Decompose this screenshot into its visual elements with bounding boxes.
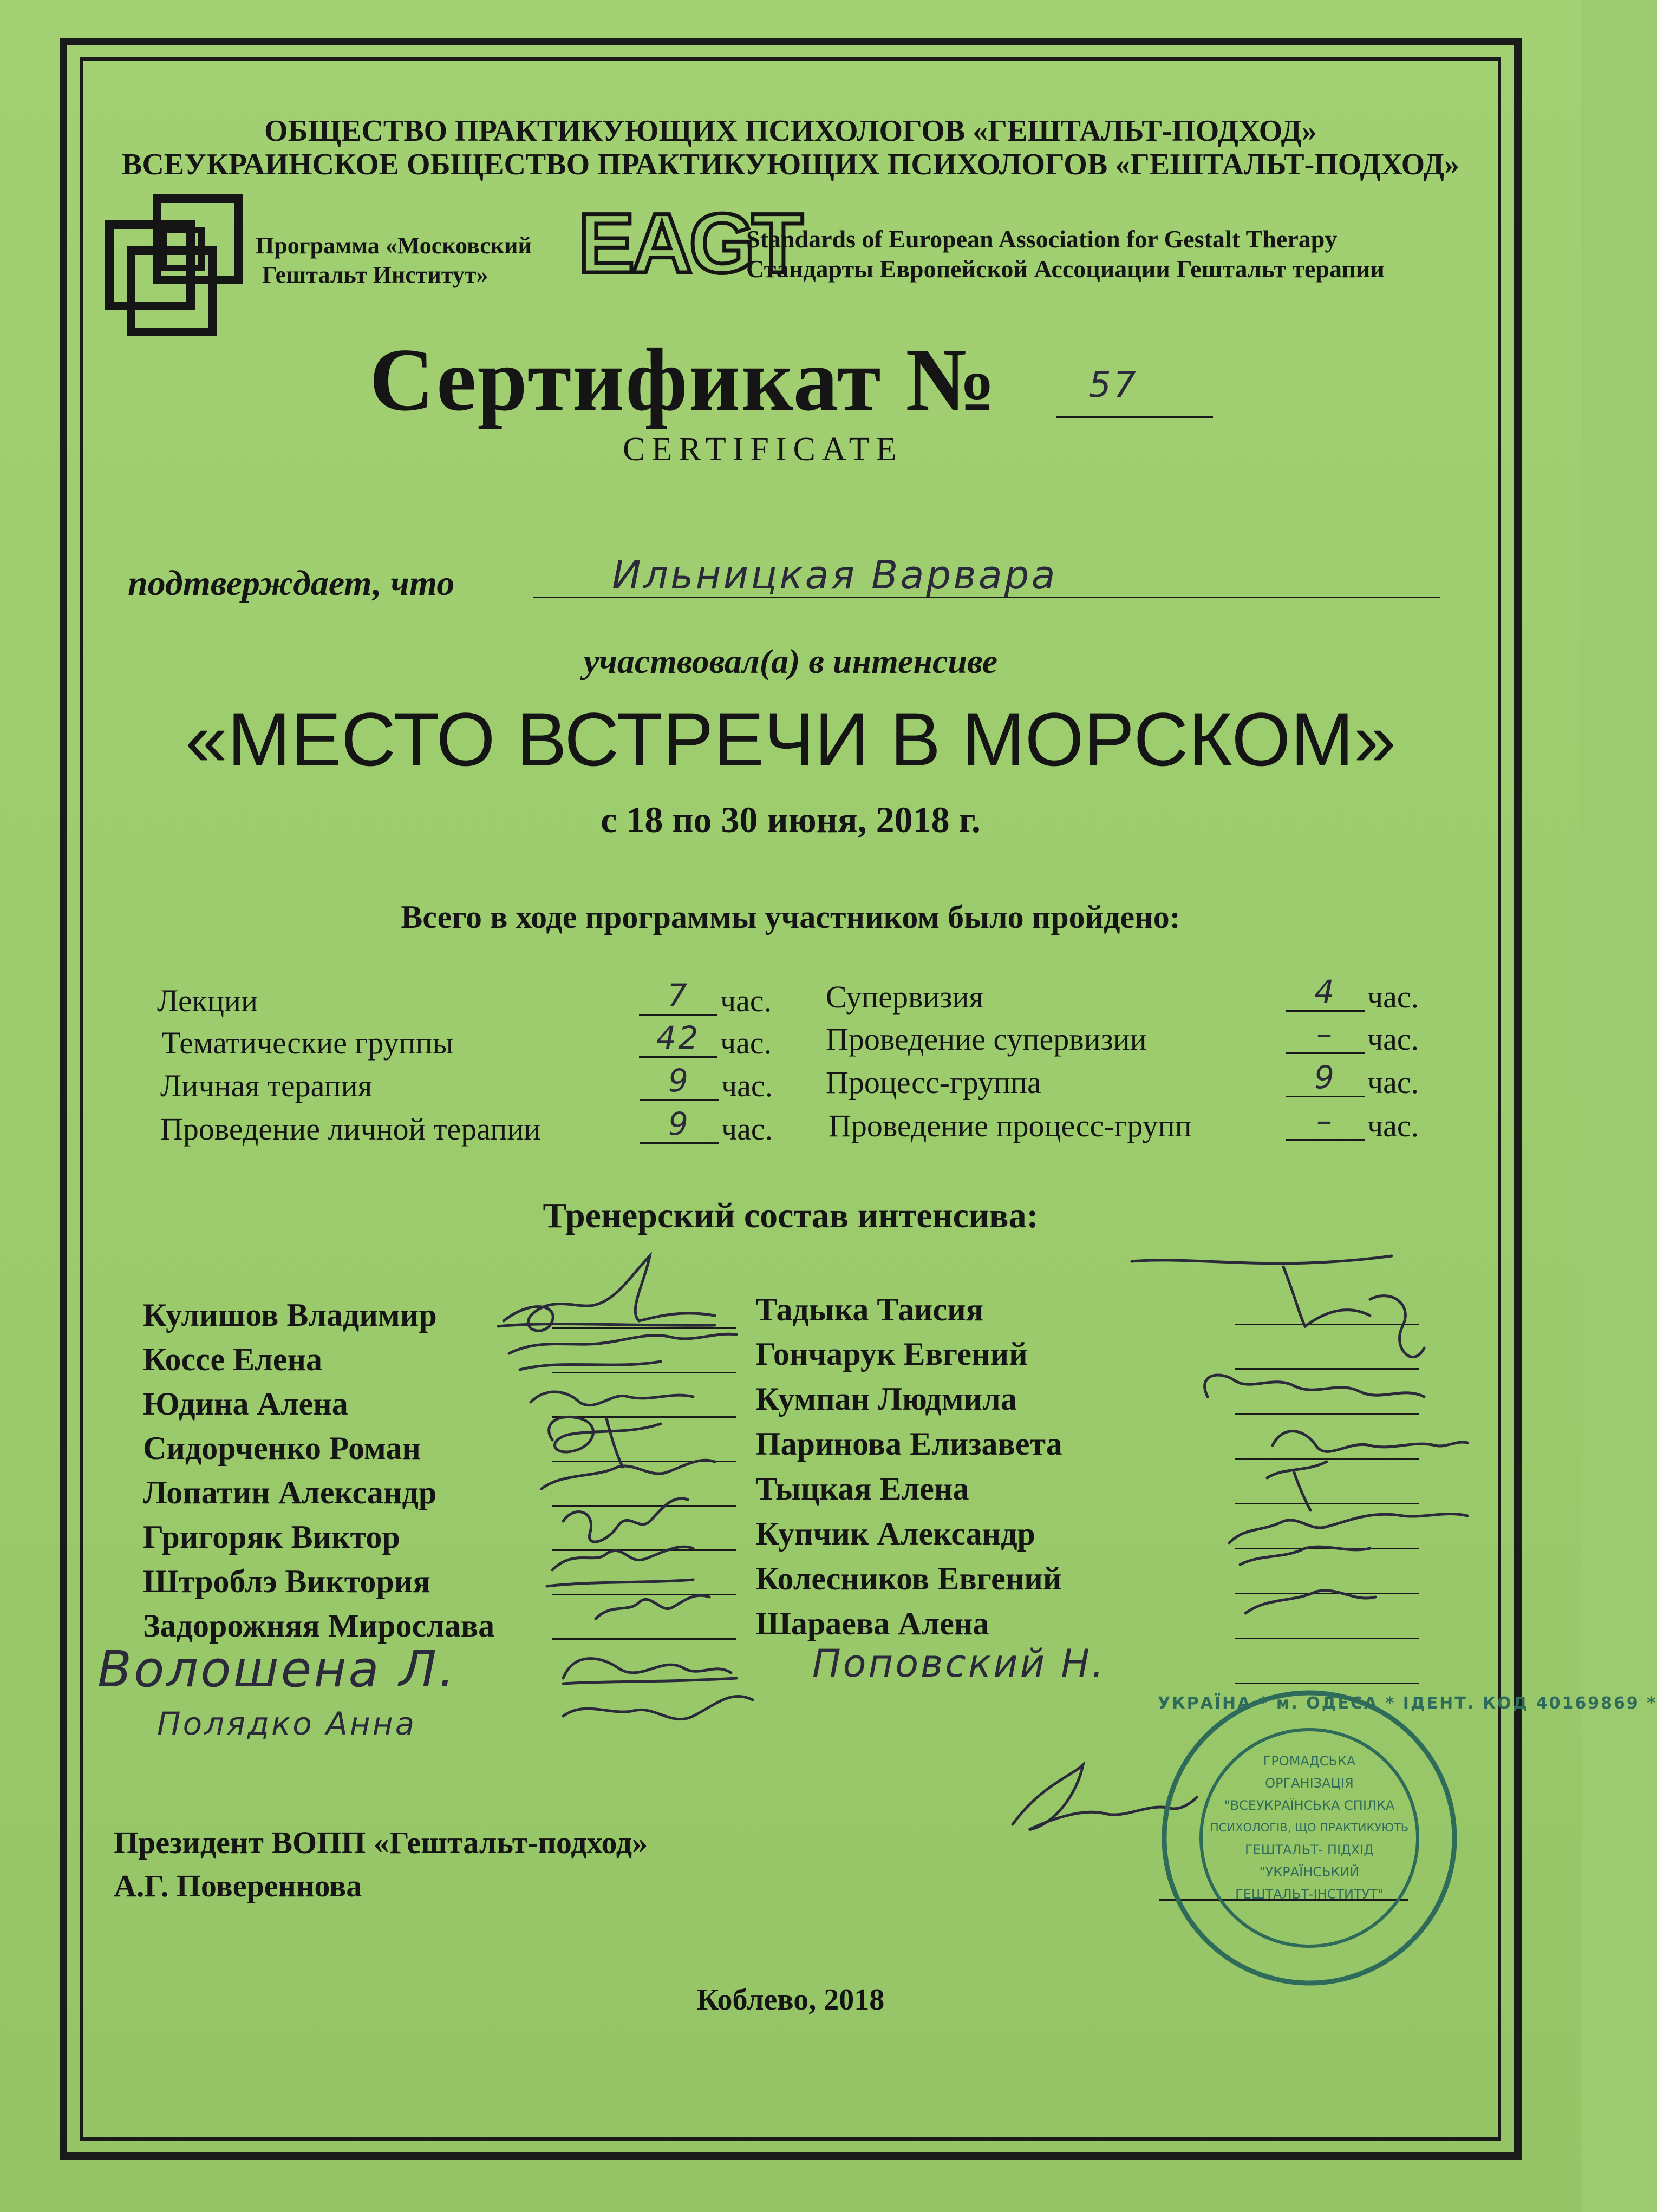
handwritten-signatures-right	[1121, 1240, 1500, 1651]
trainer-right: Паринова Елизавета	[755, 1426, 1062, 1462]
trainer-right: Кумпан Людмила	[755, 1381, 1017, 1417]
hours-label: Тематические группы	[161, 1025, 454, 1061]
program-line-1: Программа «Московский	[256, 232, 532, 259]
total-label: Всего в ходе программы участником было пройдено:	[401, 899, 1180, 935]
organization-seal	[1158, 1686, 1657, 1990]
trainer-left: Лопатин Александр	[143, 1475, 437, 1510]
handwritten-name-voloshena: Волошена Л.	[97, 1640, 457, 1698]
mgi-logo-icon	[103, 192, 249, 338]
header-line-1: ОБЩЕСТВО ПРАКТИКУЮЩИХ ПСИХОЛОГОВ «ГЕШТАЛЬТ-ПОДХОД»	[264, 114, 1317, 148]
trainers-title: Тренерский состав интенсива:	[543, 1196, 1039, 1235]
hours-row-conducting-process-groups	[828, 1102, 1419, 1144]
footer-place-date: Коблево, 2018	[696, 1983, 885, 2017]
handwritten-name-popovsky: Поповский Н.	[812, 1641, 1106, 1686]
hours-unit: час.	[1367, 979, 1419, 1015]
certificate-number: 57	[1088, 364, 1138, 405]
trainer-right: Колесников Евгений	[755, 1561, 1062, 1596]
hours-value: 7	[639, 977, 717, 1016]
hours-row-supervision	[826, 973, 1419, 1015]
participant-name: Ильницкая Варвара	[612, 552, 1058, 598]
hours-row-thematic-groups	[161, 1019, 772, 1061]
hours-label: Супервизия	[826, 979, 984, 1015]
eagt-line-2: Стандарты Европейской Ассоциации Гештальт терапии	[746, 255, 1385, 283]
trainer-left: Сидорченко Роман	[143, 1430, 421, 1466]
certificate-title: Сертификат №	[369, 330, 997, 429]
hours-label: Процесс-группа	[826, 1065, 1041, 1100]
trainer-right: Купчик Александр	[755, 1516, 1035, 1552]
eagt-line-1: Standards of European Association for Gestalt Therapy	[746, 225, 1338, 253]
seal-line-2: ОРГАНІЗАЦІЯ	[1265, 1776, 1354, 1791]
certificate-number-line	[1056, 416, 1213, 418]
hours-value: 9	[640, 1105, 719, 1144]
certificate-subtitle: CERTIFICATE	[623, 431, 903, 468]
hours-label: Проведение процесс-групп	[828, 1108, 1192, 1143]
hours-label: Проведение личной терапии	[160, 1111, 541, 1147]
eagt-logo	[578, 197, 800, 291]
hours-value: –	[1286, 1016, 1365, 1054]
president-title: Президент ВОПП «Гештальт-подход»	[114, 1825, 648, 1860]
hours-value: 42	[639, 1019, 717, 1058]
hours-value: 9	[1286, 1059, 1365, 1097]
hours-value: 9	[640, 1062, 719, 1101]
event-dates: с 18 по 30 июня, 2018 г.	[601, 799, 981, 840]
hours-unit: час.	[721, 1068, 773, 1103]
seal-line-3: "ВСЕУКРАЇНСЬКА СПІЛКА	[1224, 1798, 1395, 1813]
seal-line-1: ГРОМАДСЬКА	[1263, 1753, 1356, 1769]
hours-unit: час.	[1367, 1022, 1419, 1057]
hours-label: Лекции	[157, 983, 258, 1018]
trainer-left: Григоряк Виктор	[143, 1519, 400, 1555]
header-line-2: ВСЕУКРАИНСКОЕ ОБЩЕСТВО ПРАКТИКУЮЩИХ ПСИХОЛОГОВ «ГЕШТАЛЬТ-ПОДХОД»	[122, 148, 1459, 181]
trainer-left: Коссе Елена	[143, 1341, 323, 1377]
president-name: А.Г. Поверенновa	[114, 1868, 362, 1903]
seal-line-7: ГЕШТАЛЬТ-ІНСТИТУТ"	[1235, 1887, 1384, 1902]
trainer-left: Юдина Алена	[143, 1386, 348, 1422]
seal-line-6: "УКРАЇНСЬКИЙ	[1259, 1864, 1360, 1880]
trainer-right: Тыцкая Елена	[755, 1471, 969, 1507]
handwritten-name-polyadko: Полядко Анна	[157, 1705, 417, 1742]
hours-row-conducting-therapy	[160, 1105, 773, 1147]
seal-line-5: ГЕШТАЛЬТ- ПІДХІД	[1244, 1842, 1374, 1857]
participated-label: участвовал(а) в интенсиве	[583, 642, 998, 680]
hours-unit: час.	[1367, 1108, 1419, 1143]
hours-unit: час.	[720, 983, 772, 1018]
trainer-right: Тадыка Таисия	[755, 1292, 984, 1327]
hours-row-personal-therapy	[160, 1062, 773, 1104]
hours-value: 4	[1286, 973, 1365, 1012]
hours-label: Личная терапия	[160, 1068, 373, 1103]
hours-row-lectures	[157, 977, 772, 1019]
trainer-right: Гончарук Евгений	[755, 1336, 1028, 1372]
hours-unit: час.	[720, 1025, 772, 1061]
hours-row-process-group	[826, 1059, 1419, 1101]
eagt-logo-text: EAGT	[578, 197, 800, 291]
program-line-2: Гештальт Институт»	[262, 261, 488, 288]
handwritten-signatures-left	[487, 1240, 791, 1651]
hours-unit: час.	[1367, 1065, 1419, 1100]
event-title: «МЕСТО ВСТРЕЧИ В МОРСКОМ»	[185, 697, 1396, 782]
seal-line-4: ПСИХОЛОГІВ, ЩО ПРАКТИКУЮТЬ	[1210, 1821, 1409, 1834]
hours-label: Проведение супервизии	[826, 1022, 1147, 1057]
trainer-right: Шараева Алена	[755, 1606, 989, 1641]
signature-line	[1235, 1683, 1419, 1684]
hours-row-conducting-supervision	[826, 1016, 1419, 1057]
hours-value: –	[1286, 1102, 1365, 1141]
trainer-left: Кулишов Владимир	[143, 1297, 437, 1333]
trainer-left: Штроблэ Виктория	[143, 1563, 430, 1599]
trainer-left: Задорожняя Мирослава	[143, 1608, 495, 1644]
hours-unit: час.	[721, 1111, 773, 1147]
handwritten-signatures-bottom	[552, 1635, 834, 1765]
confirms-label: подтверждает, что	[128, 564, 455, 603]
seal-outer-text: УКРАЇНА * м. ОДЕСА * ІДЕНТ. КОД 40169869 *	[1158, 1694, 1657, 1713]
